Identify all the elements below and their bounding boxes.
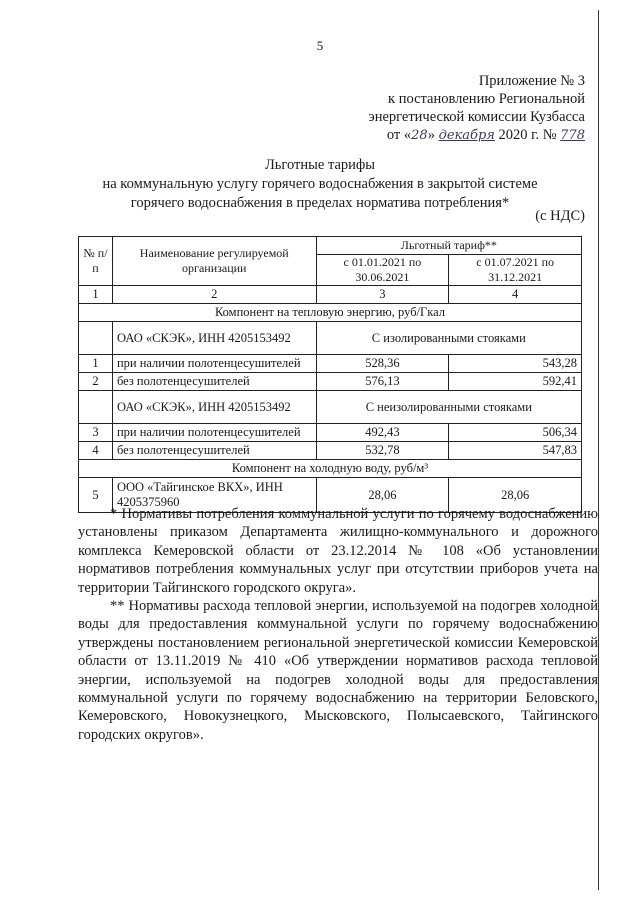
table-row [79, 373, 582, 391]
row-num: 3 [79, 424, 113, 442]
tariff-table [78, 236, 582, 513]
section-heat-row [79, 304, 582, 322]
row-num: 5 [79, 478, 113, 513]
table-row [79, 355, 582, 373]
footnote-1: * Нормативы потребления коммунальной услуги по горячему водоснабжению установлены приказом Департамента жилищно-коммунального и дорожного комплекса Кемеровской области от 23.12.2014 № 108 «Об установлении нормативов потребления коммунальных услуг при отсутствии приборов учета на территории Тайгинского городского округа». [78, 506, 598, 596]
footnote-2: ** Нормативы расхода тепловой энергии, используемой на подогрев холодной воды для предоставления коммунальной услуги по горячему водоснабжению утверждены постановлением региональной энергетической комиссии Кемеровской области от 13.11.2019 № 410 «Об утверждении нормативов расхода тепловой энергии, используемой на подогрев холодной воды для предоставления коммунальной услуги по горячему водоснабжению на территории Беловского, Кемеровского, Новокузнецкого, Мысковского, Полысаевского, Тайгинского городских округов». [78, 598, 598, 743]
col-number: 3 [316, 286, 449, 304]
title-line-2: на коммунальную услугу горячего водоснабжения в закрытой системе [102, 176, 538, 192]
handwritten-day: 28 [411, 128, 428, 143]
empty-cell [79, 391, 113, 424]
page-number: 5 [316, 38, 324, 53]
row-value-1: 492,43 [316, 424, 449, 442]
date-mid: » [427, 127, 435, 143]
row-name: при наличии полотенцесушителей [112, 424, 316, 442]
row-value-2: 28,06 [449, 478, 582, 513]
row-value-1: 528,36 [316, 355, 449, 373]
section-cold: Компонент на холодную воду, руб/м³ [79, 460, 582, 478]
appendix-header [368, 72, 585, 145]
table-row [79, 442, 582, 460]
org-row [79, 322, 582, 355]
row-name: при наличии полотенцесушителей [112, 355, 316, 373]
org-row [79, 391, 582, 424]
row-value-2: 506,34 [449, 424, 582, 442]
title-line-1: Льготные тарифы [264, 157, 376, 173]
row-value-1: 532,78 [316, 442, 449, 460]
title-line-3: горячего водоснабжения в пределах норматива потребления* [130, 195, 510, 211]
row-value-2: 592,41 [449, 373, 582, 391]
appendix-date-line [368, 126, 585, 145]
org-riser-note: С изолированными стояками [316, 322, 581, 355]
row-name: ООО «Тайгинское ВКХ», ИНН 4205375960 [112, 478, 316, 513]
header-period-1: с 01.01.2021 по 30.06.2021 [316, 255, 449, 286]
header-num: № п/п [79, 237, 113, 286]
table-header-row [79, 237, 582, 255]
handwritten-month: декабря [438, 128, 495, 143]
column-number-row [79, 286, 582, 304]
document-title [60, 156, 580, 213]
row-name: без полотенцесушителей [112, 373, 316, 391]
row-value-1: 576,13 [316, 373, 449, 391]
row-value-1: 28,06 [316, 478, 449, 513]
vat-note: (с НДС) [535, 208, 585, 224]
org-riser-note: С неизолированными стояками [316, 391, 581, 424]
row-num: 1 [79, 355, 113, 373]
header-period-2: с 01.07.2021 по 31.12.2021 [449, 255, 582, 286]
appendix-title: Приложение № 3 [478, 73, 585, 89]
org-name: ОАО «СКЭК», ИНН 4205153492 [112, 391, 316, 424]
col-number: 2 [112, 286, 316, 304]
appendix-line-3: энергетической комиссии Кузбасса [368, 109, 585, 125]
row-value-2: 543,28 [449, 355, 582, 373]
row-num: 2 [79, 373, 113, 391]
section-heat: Компонент на тепловую энергию, руб/Гкал [79, 304, 582, 322]
col-number: 1 [79, 286, 113, 304]
row-name: без полотенцесушителей [112, 442, 316, 460]
appendix-line-2: к постановлению Региональной [388, 91, 585, 107]
header-org: Наименование регулируемой организации [112, 237, 316, 286]
footnotes [78, 505, 598, 744]
table-row [79, 424, 582, 442]
header-tariff: Льготный тариф** [316, 237, 581, 255]
col-number: 4 [449, 286, 582, 304]
date-year: 2020 г. № [498, 127, 557, 143]
section-cold-row [79, 460, 582, 478]
handwritten-number: 778 [560, 128, 585, 143]
date-prefix: от « [386, 127, 412, 143]
scan-edge-line [598, 10, 599, 890]
row-value-2: 547,83 [449, 442, 582, 460]
org-name: ОАО «СКЭК», ИНН 4205153492 [112, 322, 316, 355]
empty-cell [79, 322, 113, 355]
row-num: 4 [79, 442, 113, 460]
